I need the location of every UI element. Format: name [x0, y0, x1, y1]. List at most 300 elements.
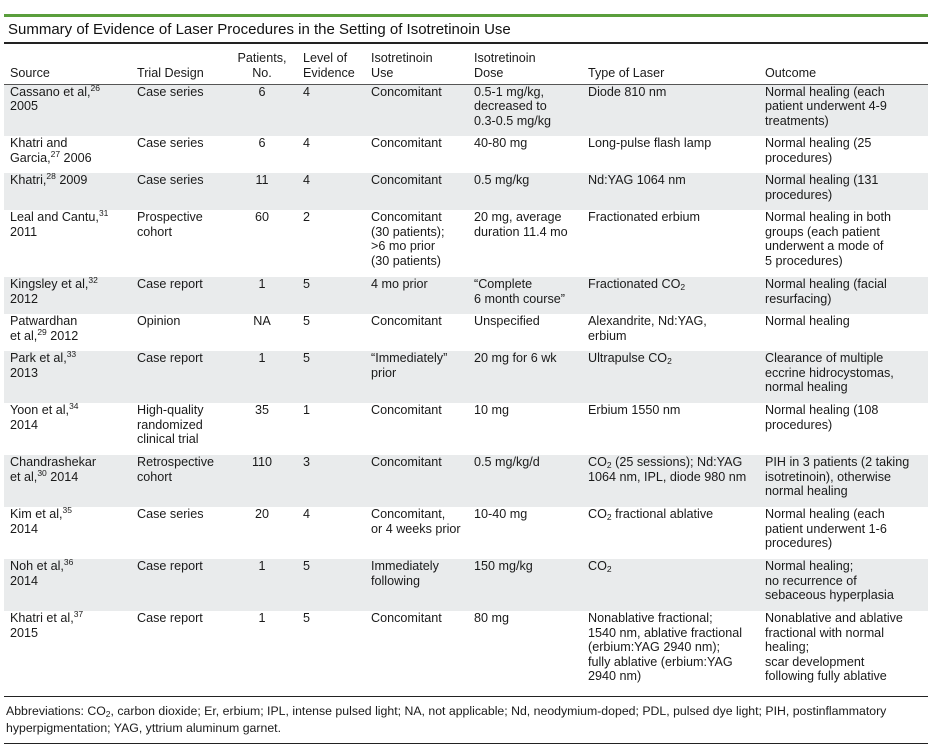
- cell-source: [4, 314, 131, 351]
- cell-line: decreased to: [474, 99, 547, 114]
- cell-line: 1: [258, 351, 266, 365]
- cell-line: 2015: [10, 625, 39, 640]
- cell-isotretinoin-dose: [468, 173, 582, 210]
- cell-line: patient underwent 4-9: [765, 99, 887, 114]
- header-trial-design: [131, 50, 225, 84]
- cell-line: Source: [10, 65, 50, 80]
- cell-line: Case series: [137, 136, 204, 150]
- cell-line: 5 procedures): [765, 253, 843, 268]
- cell-line: Cassano et al,$^{26}$: [10, 82, 100, 99]
- cell-level-of-evidence: [297, 351, 365, 403]
- cell-isotretinoin-use: [365, 314, 468, 351]
- cell-line: 2014: [10, 417, 39, 432]
- cell-line: 4: [303, 84, 311, 99]
- cell-level-of-evidence: [297, 455, 365, 507]
- cell-line: Fractionated $CO_2$: [588, 277, 686, 292]
- cell-outcome: [759, 507, 928, 559]
- cell-line: Unspecified: [474, 314, 540, 328]
- cell-line: (30 patients);: [371, 224, 445, 239]
- cell-patients: [225, 403, 297, 455]
- table-row: [4, 136, 928, 173]
- cell-trial-design: [131, 403, 225, 455]
- cell-line: 2014: [10, 573, 39, 588]
- cell-line: Concomitant: [371, 84, 442, 99]
- cell-line: Khatri and: [10, 136, 68, 150]
- cell-source: [4, 84, 131, 136]
- cell-patients: [225, 210, 297, 277]
- cell-isotretinoin-dose: [468, 507, 582, 559]
- cell-line: Use: [371, 65, 394, 80]
- cell-line: 2011: [10, 224, 38, 239]
- cell-line: 35: [254, 403, 269, 417]
- cell-line: groups (each patient: [765, 224, 880, 239]
- cell-isotretinoin-use: [365, 611, 468, 693]
- cell-isotretinoin-use: [365, 455, 468, 507]
- cell-line: Concomitant: [371, 455, 442, 469]
- cell-patients: [225, 136, 297, 173]
- cell-line: Patwardhan: [10, 314, 78, 328]
- cell-line: 2014: [10, 521, 39, 536]
- cell-line: Nonablative and ablative: [765, 611, 903, 625]
- cell-isotretinoin-use: [365, 84, 468, 136]
- cell-line: (30 patients): [371, 253, 442, 268]
- cell-line: Case report: [137, 611, 203, 625]
- cell-patients: [225, 351, 297, 403]
- cell-isotretinoin-use: [365, 559, 468, 611]
- cell-source: [4, 351, 131, 403]
- cell-line: 4: [303, 507, 311, 521]
- cell-line: following: [371, 573, 421, 588]
- cell-trial-design: [131, 351, 225, 403]
- cell-line: Case report: [137, 277, 203, 291]
- header-patients: [225, 50, 297, 84]
- cell-line: Type of Laser: [588, 65, 665, 80]
- cell-line: Normal healing (each: [765, 507, 885, 521]
- cell-line: procedures): [765, 417, 833, 432]
- cell-source: [4, 403, 131, 455]
- cell-line: Case series: [137, 173, 204, 187]
- cell-line: PIH in 3 patients (2 taking: [765, 455, 910, 469]
- cell-outcome: [759, 351, 928, 403]
- cell-outcome: [759, 136, 928, 173]
- cell-source: [4, 173, 131, 210]
- cell-trial-design: [131, 611, 225, 693]
- cell-line: 150 mg/kg: [474, 559, 533, 573]
- cell-line: Concomitant: [371, 210, 442, 224]
- cell-type-of-laser: [582, 455, 759, 507]
- cell-type-of-laser: [582, 403, 759, 455]
- cell-line: NA: [253, 314, 271, 328]
- cell-line: Normal healing (each: [765, 84, 885, 99]
- cell-patients: [225, 507, 297, 559]
- cell-line: Outcome: [765, 65, 817, 80]
- cell-type-of-laser: [582, 84, 759, 136]
- cell-trial-design: [131, 507, 225, 559]
- cell-line: randomized: [137, 417, 203, 432]
- cell-line: Concomitant: [371, 136, 442, 150]
- cell-line: hyperpigmentation; YAG, yttrium aluminum garnet.: [6, 721, 281, 735]
- cell-line: following fully ablative: [765, 669, 887, 684]
- cell-line: Kingsley et al,$^{32}$: [10, 275, 98, 291]
- header-source: [4, 50, 131, 84]
- reference-number: 32: [88, 275, 98, 285]
- cell-line: Long-pulse flash lamp: [588, 136, 712, 150]
- cell-line: procedures): [765, 150, 833, 165]
- subscript: 2: [606, 564, 612, 574]
- cell-source: [4, 136, 131, 173]
- subscript: 2: [680, 282, 686, 292]
- subscript: 2: [667, 356, 672, 366]
- cell-line: Park et al,$^{33}$: [10, 349, 77, 365]
- header-isotretinoin-dose: [468, 50, 582, 84]
- cell-source: [4, 210, 131, 277]
- cell-line: Chandrashekar: [10, 455, 97, 469]
- table-row: [4, 84, 928, 136]
- subscript: 2: [105, 709, 111, 719]
- cell-line: isotretinoin), otherwise: [765, 469, 891, 484]
- cell-line: Fractionated erbium: [588, 210, 700, 224]
- cell-line: 1: [258, 277, 266, 291]
- cell-line: Normal healing (25: [765, 136, 872, 150]
- table-row: [4, 611, 928, 693]
- cell-isotretinoin-dose: [468, 611, 582, 693]
- cell-line: 20: [254, 507, 269, 521]
- cell-line: Dose: [474, 65, 504, 80]
- cell-line: Leal and Cantu,$^{31}$: [10, 208, 109, 224]
- cell-line: 6 month course”: [474, 291, 565, 306]
- cell-line: High-quality: [137, 403, 204, 417]
- cell-type-of-laser: [582, 277, 759, 314]
- cell-isotretinoin-use: [365, 277, 468, 314]
- cell-line: Normal healing: [765, 314, 850, 328]
- evidence-table: [4, 50, 928, 693]
- cell-patients: [225, 314, 297, 351]
- cell-isotretinoin-use: [365, 136, 468, 173]
- cell-outcome: [759, 210, 928, 277]
- title-accent-bar: [4, 14, 928, 17]
- cell-source: [4, 559, 131, 611]
- cell-trial-design: [131, 314, 225, 351]
- cell-line: (erbium:YAG 2940 nm);: [588, 640, 721, 655]
- cell-outcome: [759, 84, 928, 136]
- cell-trial-design: [131, 84, 225, 136]
- reference-number: 31: [98, 208, 109, 218]
- cell-line: 2005: [10, 99, 39, 114]
- cell-line: Khatri,$^{28}$ 2009: [10, 171, 88, 187]
- cell-line: Case series: [137, 84, 204, 99]
- cell-level-of-evidence: [297, 210, 365, 277]
- reference-number: 28: [46, 171, 56, 181]
- cell-line: 6: [258, 84, 266, 99]
- cell-outcome: [759, 611, 928, 693]
- reference-number: 36: [63, 557, 74, 567]
- cell-isotretinoin-dose: [468, 277, 582, 314]
- cell-line: 20 mg, average: [474, 210, 562, 224]
- cell-line: 110: [251, 455, 273, 469]
- subscript: 2: [606, 460, 612, 470]
- cell-trial-design: [131, 559, 225, 611]
- cell-line: Normal healing;: [765, 559, 854, 573]
- cell-level-of-evidence: [297, 314, 365, 351]
- cell-line: 2: [303, 210, 311, 224]
- cell-line: 60: [254, 210, 269, 224]
- cell-line: 5: [303, 559, 311, 573]
- cell-type-of-laser: [582, 559, 759, 611]
- cell-line: 80 mg: [474, 611, 510, 625]
- cell-patients: [225, 84, 297, 136]
- cell-line: 2940 nm): [588, 669, 642, 684]
- table-row: [4, 351, 928, 403]
- cell-trial-design: [131, 277, 225, 314]
- cell-line: Immediately: [371, 559, 439, 573]
- cell-level-of-evidence: [297, 173, 365, 210]
- cell-type-of-laser: [582, 314, 759, 351]
- cell-level-of-evidence: [297, 277, 365, 314]
- cell-line: 3: [303, 455, 311, 469]
- cell-line: No.: [252, 65, 272, 80]
- cell-isotretinoin-use: [365, 173, 468, 210]
- cell-line: eccrine hidrocystomas,: [765, 365, 894, 380]
- subscript: 2: [606, 512, 612, 522]
- cell-outcome: [759, 559, 928, 611]
- cell-line: no recurrence of: [765, 573, 857, 588]
- cell-line: Patients,: [237, 51, 287, 66]
- reference-number: 34: [69, 401, 79, 411]
- cell-isotretinoin-dose: [468, 455, 582, 507]
- abbreviations-footnote: [6, 703, 926, 737]
- table-row: [4, 210, 928, 277]
- cell-line: Concomitant: [371, 403, 442, 417]
- cell-level-of-evidence: [297, 507, 365, 559]
- cell-line: Alexandrite, Nd:YAG,: [588, 314, 707, 328]
- cell-line: Garcia,$^{27}$ 2006: [10, 148, 92, 165]
- cell-trial-design: [131, 136, 225, 173]
- cell-line: 40-80 mg: [474, 136, 528, 150]
- cell-outcome: [759, 173, 928, 210]
- cell-type-of-laser: [582, 611, 759, 693]
- cell-line: 20 mg for 6 wk: [474, 351, 557, 365]
- cell-level-of-evidence: [297, 136, 365, 173]
- table-bottom-divider: [4, 696, 928, 697]
- cell-line: 10 mg: [474, 403, 510, 417]
- cell-line: Concomitant: [371, 173, 442, 187]
- cell-patients: [225, 611, 297, 693]
- table-row: [4, 314, 928, 351]
- cell-line: 2012: [10, 291, 39, 306]
- cell-source: [4, 611, 131, 693]
- cell-line: procedures): [765, 187, 833, 202]
- cell-line: 0.5 mg/kg/d: [474, 455, 540, 469]
- cell-line: procedures): [765, 536, 833, 551]
- table-row: [4, 403, 928, 455]
- cell-line: Trial Design: [137, 65, 204, 80]
- cell-line: 5: [303, 314, 311, 328]
- cell-line: Normal healing (facial: [765, 277, 887, 291]
- cell-line: underwent a mode of: [765, 239, 884, 254]
- cell-outcome: [759, 455, 928, 507]
- cell-line: Concomitant: [371, 314, 442, 328]
- cell-trial-design: [131, 210, 225, 277]
- cell-line: cohort: [137, 224, 173, 239]
- cell-line: >6 mo prior: [371, 239, 436, 254]
- cell-line: duration 11.4 mo: [474, 224, 568, 239]
- cell-source: [4, 507, 131, 559]
- cell-line: clinical trial: [137, 432, 199, 447]
- reference-number: 30: [37, 467, 47, 478]
- cell-line: 5: [303, 277, 311, 291]
- cell-line: 1: [258, 559, 266, 573]
- cell-line: Nd:YAG 1064 nm: [588, 173, 686, 187]
- header-row: [4, 50, 928, 84]
- cell-level-of-evidence: [297, 559, 365, 611]
- cell-line: fully ablative (erbium:YAG: [588, 654, 733, 669]
- reference-number: 29: [37, 326, 47, 337]
- cell-line: Diode 810 nm: [588, 84, 667, 99]
- cell-line: 4: [303, 136, 311, 150]
- cell-line: Normal healing (108: [765, 403, 879, 417]
- cell-patients: [225, 173, 297, 210]
- cell-line: Level of: [303, 51, 348, 66]
- table-row: [4, 173, 928, 210]
- cell-line: or 4 weeks prior: [371, 521, 461, 536]
- table-row: [4, 277, 928, 314]
- cell-line: normal healing: [765, 380, 848, 395]
- cell-line: Khatri et al,$^{37}$: [10, 609, 84, 625]
- cell-line: Opinion: [137, 314, 181, 328]
- cell-patients: [225, 455, 297, 507]
- cell-level-of-evidence: [297, 403, 365, 455]
- cell-isotretinoin-use: [365, 507, 468, 559]
- cell-line: Case series: [137, 507, 204, 521]
- header-type-of-laser: [582, 50, 759, 84]
- cell-line: 5: [303, 351, 311, 365]
- cell-line: Evidence: [303, 65, 355, 80]
- cell-line: Isotretinoin: [371, 51, 433, 66]
- cell-line: et al,$^{30}$ 2014: [10, 467, 79, 484]
- cell-line: Erbium 1550 nm: [588, 403, 681, 417]
- table-body: [4, 84, 928, 693]
- cell-line: $CO_2$ (25 sessions); Nd:YAG: [588, 455, 743, 470]
- cell-patients: [225, 277, 297, 314]
- cell-line: prior: [371, 365, 397, 380]
- cell-line: Kim et al,$^{35}$: [10, 505, 72, 521]
- cell-line: $CO_2$ fractional ablative: [588, 507, 714, 522]
- header-level-of-evidence: [297, 50, 365, 84]
- cell-isotretinoin-dose: [468, 403, 582, 455]
- cell-type-of-laser: [582, 173, 759, 210]
- cell-line: cohort: [137, 469, 173, 484]
- cell-line: fractional with normal: [765, 625, 884, 640]
- cell-line: 11: [255, 173, 269, 187]
- cell-line: 0.3-0.5 mg/kg: [474, 113, 552, 128]
- cell-line: Isotretinoin: [474, 51, 536, 66]
- cell-type-of-laser: [582, 210, 759, 277]
- cell-trial-design: [131, 173, 225, 210]
- cell-type-of-laser: [582, 136, 759, 173]
- cell-level-of-evidence: [297, 611, 365, 693]
- cell-line: Case report: [137, 559, 203, 573]
- cell-line: 6: [258, 136, 266, 150]
- cell-line: “Complete: [474, 277, 533, 291]
- cell-line: Normal healing in both: [765, 210, 892, 224]
- footnote-divider: [4, 743, 928, 744]
- cell-line: 10-40 mg: [474, 507, 528, 521]
- reference-number: 26: [90, 82, 100, 93]
- cell-line: “Immediately”: [371, 351, 448, 365]
- cell-line: 4 mo prior: [371, 277, 428, 291]
- cell-line: Concomitant: [371, 611, 442, 625]
- table-row: [4, 455, 928, 507]
- reference-number: 35: [62, 505, 72, 515]
- cell-line: Prospective: [137, 210, 203, 224]
- cell-line: Nonablative fractional;: [588, 611, 713, 625]
- table-title: Summary of Evidence of Laser Procedures in the Setting of Isotretinoin Use: [8, 21, 511, 38]
- cell-line: 0.5 mg/kg: [474, 173, 530, 187]
- title-divider: [4, 42, 928, 44]
- cell-patients: [225, 559, 297, 611]
- cell-line: Yoon et al,$^{34}$: [10, 401, 79, 417]
- cell-line: 1540 nm, ablative fractional: [588, 625, 743, 640]
- cell-line: Abbreviations: $CO_2$, carbon dioxide; Er, erbium; IPL, intense pulsed light; NA, not applicable; Nd, neodymium-doped; PDL, pulsed dye light; PIH, postinflammatory: [6, 704, 887, 719]
- cell-isotretinoin-dose: [468, 136, 582, 173]
- cell-trial-design: [131, 455, 225, 507]
- cell-line: Clearance of multiple: [765, 351, 884, 365]
- cell-outcome: [759, 277, 928, 314]
- cell-source: [4, 277, 131, 314]
- cell-line: Retrospective: [137, 455, 214, 469]
- cell-source: [4, 455, 131, 507]
- cell-line: Case report: [137, 351, 203, 365]
- cell-isotretinoin-dose: [468, 210, 582, 277]
- cell-outcome: [759, 403, 928, 455]
- cell-line: 4: [303, 173, 311, 187]
- cell-isotretinoin-dose: [468, 351, 582, 403]
- cell-line: 1: [303, 403, 311, 417]
- cell-line: Normal healing (131: [765, 173, 879, 187]
- cell-line: normal healing: [765, 484, 848, 499]
- cell-line: 1064 nm, IPL, diode 980 nm: [588, 469, 747, 484]
- cell-line: patient underwent 1-6: [765, 521, 887, 536]
- reference-number: 27: [50, 148, 61, 159]
- cell-line: 0.5-1 mg/kg,: [474, 84, 544, 99]
- cell-line: sebaceous hyperplasia: [765, 588, 894, 603]
- header-isotretinoin-use: [365, 50, 468, 84]
- cell-isotretinoin-use: [365, 351, 468, 403]
- table-row: [4, 559, 928, 611]
- reference-number: 33: [66, 349, 77, 359]
- cell-line: Noh et al,$^{36}$: [10, 557, 74, 573]
- cell-line: scar development: [765, 654, 865, 669]
- cell-isotretinoin-dose: [468, 559, 582, 611]
- cell-isotretinoin-dose: [468, 84, 582, 136]
- cell-line: treatments): [765, 113, 829, 128]
- cell-isotretinoin-use: [365, 403, 468, 455]
- cell-outcome: [759, 314, 928, 351]
- cell-line: $CO_2$: [588, 559, 612, 574]
- cell-isotretinoin-use: [365, 210, 468, 277]
- cell-line: Concomitant,: [371, 507, 446, 521]
- cell-type-of-laser: [582, 351, 759, 403]
- cell-line: 5: [303, 611, 311, 625]
- cell-line: erbium: [588, 328, 627, 343]
- cell-line: Ultrapulse $CO_2$: [588, 351, 672, 366]
- cell-line: resurfacing): [765, 291, 832, 306]
- table-row: [4, 507, 928, 559]
- cell-line: et al,$^{29}$ 2012: [10, 326, 79, 343]
- cell-line: healing;: [765, 640, 810, 655]
- cell-isotretinoin-dose: [468, 314, 582, 351]
- reference-number: 37: [73, 609, 84, 619]
